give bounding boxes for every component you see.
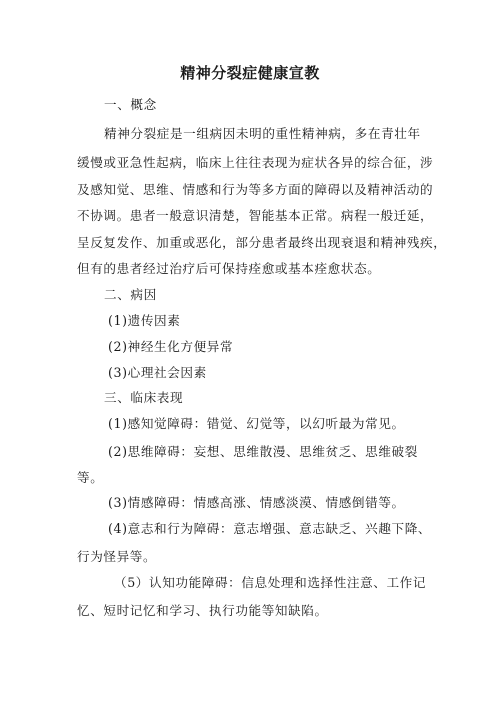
- concept-paragraph-line: 缓慢或亚急性起病，临床上往往表现为症状各异的综合征，涉: [77, 155, 434, 170]
- clinical-line: (2)思维障碍：妄想、思维散漫、思维贫乏、思维破裂: [108, 444, 418, 459]
- clinical-line: (3)情感障碍：情感高涨、情感淡漠、情感倒错等。: [108, 495, 405, 510]
- concept-paragraph-line: 及感知觉、思维、情感和行为等多方面的障碍以及精神活动的: [77, 182, 434, 197]
- cause-item: (2)神经生化方便异常: [108, 339, 234, 354]
- clinical-line: (1)感知觉障碍：错觉、幻觉等，以幻听最为常见。: [108, 416, 405, 431]
- concept-paragraph-line: 但有的患者经过治疗后可保持痊愈或基本痊愈状态。: [77, 261, 381, 276]
- clinical-line: （5）认知功能障碍：信息处理和选择性注意、工作记: [114, 575, 427, 590]
- cause-item: (1)遗传因素: [108, 313, 181, 328]
- clinical-line: 忆、短时记忆和学习、执行功能等知缺陷。: [77, 603, 328, 618]
- cause-item: (3)心理社会因素: [108, 365, 207, 380]
- section-heading-clinical: 三、临床表现: [104, 390, 184, 405]
- clinical-line: 行为怪异等。: [77, 549, 157, 564]
- section-heading-concept: 一、概念: [104, 97, 157, 112]
- section-heading-cause: 二、病因: [104, 287, 157, 302]
- concept-paragraph-line: 呈反复发作、加重或恶化，部分患者最终出现衰退和精神残疾，: [77, 235, 447, 250]
- concept-paragraph-line: 精神分裂症是一组病因未明的重性精神病，多在青壮年: [104, 126, 421, 141]
- concept-paragraph-line: 不协调。患者一般意识清楚，智能基本正常。病程一般迁延，: [77, 208, 434, 223]
- clinical-line: 等。: [77, 470, 104, 485]
- document-title: 精神分裂症健康宣教: [180, 64, 320, 82]
- clinical-line: (4)意志和行为障碍：意志增强、意志缺乏、兴趣下降、: [108, 521, 432, 536]
